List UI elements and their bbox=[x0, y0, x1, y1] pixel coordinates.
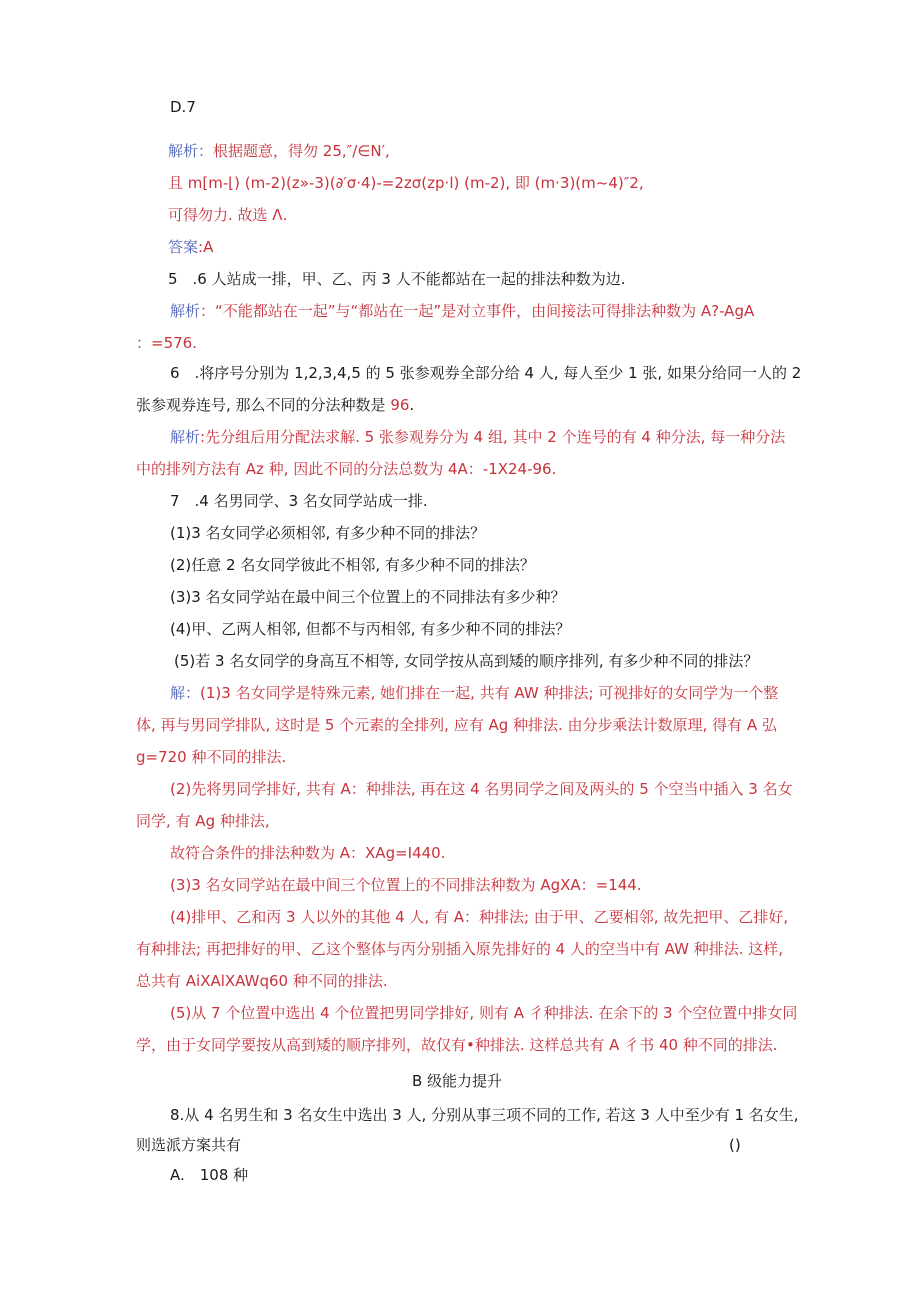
question-7: 7 .4 名男同学、3 名女同学站成一排. bbox=[170, 492, 428, 510]
analysis-line: 解析:先分组后用分配法求解. 5 张参观券分为 4 组, 其中 2 个连号的有 4 种分法, 每一种分法 bbox=[170, 428, 786, 446]
question-7-part: (1)3 名女同学必须相邻, 有多少种不同的排法？ bbox=[170, 524, 486, 542]
question-6: 张参观券连号, 那么不同的分法种数是 96. bbox=[136, 396, 415, 414]
solution-line: 总共有 AiXAlXAWq60 种不同的排法. bbox=[136, 972, 388, 990]
solution-line: 同学, 有 Ag 种排法, bbox=[136, 812, 270, 830]
solution-line: 故符合条件的排法种数为 A：XAg=I440. bbox=[170, 844, 446, 862]
solution-line: (4)排甲、乙和丙 3 人以外的其他 4 人, 有 A：种排法; 由于甲、乙要相邻, 故先把甲、乙排好, bbox=[170, 908, 789, 926]
answer-line: 答案:A bbox=[168, 238, 214, 256]
analysis-line: 解析：“不能都站在一起”与“都站在一起”是对立事件，由间接法可得排法种数为 A?-AgA bbox=[170, 302, 755, 320]
solution-line: g=720 种不同的排法. bbox=[136, 748, 287, 766]
solution-line: (3)3 名女同学站在最中间三个位置上的不同排法种数为 AgXA：=144. bbox=[170, 876, 642, 894]
analysis-line: ：=576. bbox=[136, 334, 197, 352]
question-7-part: (2)任意 2 名女同学彼此不相邻, 有多少种不同的排法？ bbox=[170, 556, 535, 574]
question-6: 6 .将序号分别为 1,2,3,4,5 的 5 张参观券全部分给 4 人, 每人至少 1 张, 如果分给同一人的 2 bbox=[170, 364, 802, 382]
option-a: A. 108 种 bbox=[170, 1166, 249, 1184]
question-5: 5 .6 人站成一排，甲、乙、丙 3 人不能都站在一起的排法种数为边. bbox=[168, 270, 626, 288]
analysis-line: 可得勿力. 故选 Λ. bbox=[168, 206, 288, 224]
section-heading: B 级能力提升 bbox=[412, 1072, 503, 1090]
solution-line: 有种排法; 再把排好的甲、乙这个整体与丙分别插入原先排好的 4 人的空当中有 AW 种排法. 这样, bbox=[136, 940, 784, 958]
answer-blank: () bbox=[729, 1136, 741, 1154]
question-7-part: (3)3 名女同学站在最中间三个位置上的不同排法有多少种？ bbox=[170, 588, 566, 606]
solution-line: 体, 再与男同学排队, 这时是 5 个元素的全排列, 应有 Ag 种排法. 由分步乘法计数原理, 得有 A 弘 bbox=[136, 716, 777, 734]
solution-line: 学，由于女同学要按从高到矮的顺序排列，故仅有•种排法. 这样总共有 A 彳书 40 种不同的排法. bbox=[136, 1036, 778, 1054]
analysis-line: 中的排列方法有 Az 种, 因此不同的分法总数为 4A：-1X24-96. bbox=[136, 460, 557, 478]
question-8: 8.从 4 名男生和 3 名女生中选出 3 人, 分别从事三项不同的工作, 若这 3 人中至少有 1 名女生, bbox=[170, 1106, 799, 1124]
option-d: D.7 bbox=[170, 98, 196, 116]
solution-line: (2)先将男同学排好, 共有 A：种排法, 再在这 4 名男同学之间及两头的 5 个空当中插入 3 名女 bbox=[170, 780, 793, 798]
solution-line: 解：(1)3 名女同学是特殊元素, 她们排在一起, 共有 AW 种排法; 可视排好的女同学为一个整 bbox=[170, 684, 779, 702]
solution-line: (5)从 7 个位置中选出 4 个位置把男同学排好, 则有 A 彳种排法. 在余下的 3 个空位置中排女同 bbox=[170, 1004, 798, 1022]
question-7-part: (5)若 3 名女同学的身高互不相等, 女同学按从高到矮的顺序排列, 有多少种不同的排法？ bbox=[174, 652, 759, 670]
question-7-part: (4)甲、乙两人相邻, 但都不与丙相邻, 有多少种不同的排法？ bbox=[170, 620, 571, 638]
question-8: 则选派方案共有 bbox=[136, 1136, 242, 1154]
analysis-line: 且 m[m-⌊) (m-2)(z»-3)(∂′σ·4)-=2zσ(zp·l) (m-2), 即 (m·3)(m~4)″2, bbox=[168, 174, 644, 192]
analysis-line: 解析：根据题意，得勿 25,″/∈N′, bbox=[168, 142, 390, 160]
